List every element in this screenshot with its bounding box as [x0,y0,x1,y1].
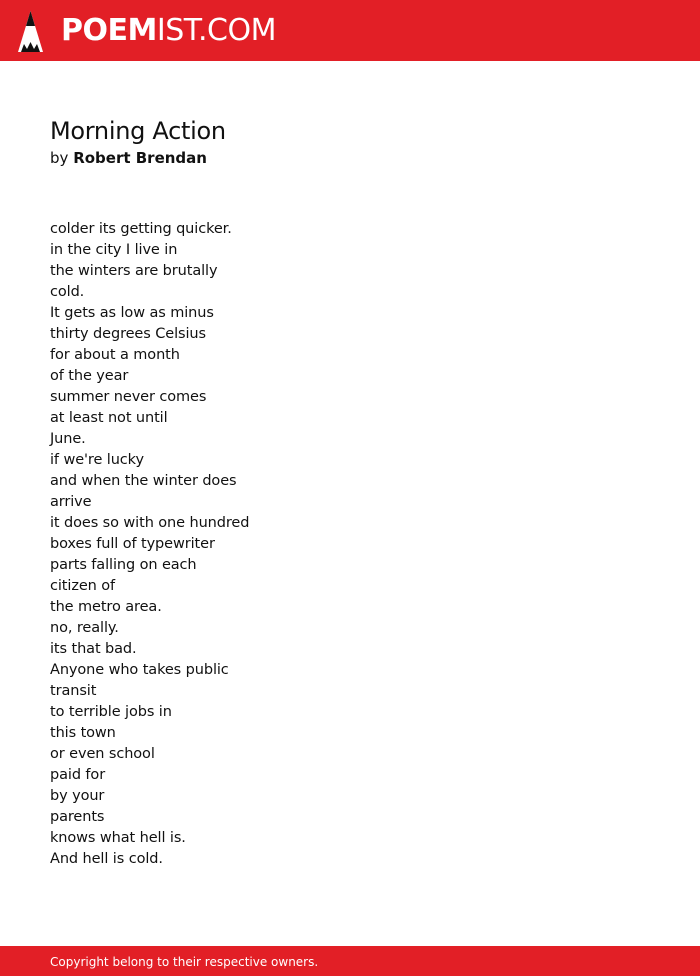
poem-line: It gets as low as minus [50,305,214,321]
poem-title: Morning Action [50,117,226,145]
poem-line: cold. [50,284,85,300]
poem-line: its that bad. [50,641,137,657]
poem-line: And hell is cold. [50,851,163,867]
poem-line: citizen of [50,578,116,594]
poem-line: colder its getting quicker. [50,221,232,237]
poem-line: paid for [50,767,106,783]
poem-line: or even school [50,746,155,762]
poem-line: if we're lucky [50,452,144,468]
poem-line: it does so with one hundred [50,515,250,531]
poem-line: of the year [50,368,129,384]
site-logo-text [61,10,276,52]
poem-author: Robert Brendan [73,149,207,167]
logo-text-bold: POEM [61,13,157,48]
copyright-notice: Copyright belong to their respective owners. [50,955,319,969]
poem-line: and when the winter does [50,473,237,489]
poem-line: for about a month [50,347,180,363]
poem-line: June. [50,431,86,447]
poem-line: parts falling on each [50,557,197,573]
poem-line: at least not until [50,410,168,426]
pencil-tip-icon [18,11,43,52]
poem-line: knows what hell is. [50,830,186,846]
poem-line: in the city I live in [50,242,178,258]
poem-body [50,219,249,870]
poem-byline [50,147,226,169]
site-header [0,0,700,61]
poem-line: summer never comes [50,389,207,405]
poem-line: Anyone who takes public [50,662,229,678]
byline-label: by [50,149,69,167]
poem-line: the metro area. [50,599,162,615]
poem-line: to terrible jobs in [50,704,172,720]
logo-text-light: IST.COM [156,13,276,48]
site-logo[interactable] [18,10,276,52]
poem-line: thirty degrees Celsius [50,326,206,342]
poem-line: this town [50,725,116,741]
poem-line: boxes full of typewriter [50,536,215,552]
poem-line: the winters are brutally [50,263,218,279]
site-footer [0,946,700,976]
poem-line: arrive [50,494,92,510]
poem-line: parents [50,809,105,825]
poem-line: by your [50,788,105,804]
poem-line: transit [50,683,97,699]
poem-line: no, really. [50,620,119,636]
poem-heading [50,115,226,169]
